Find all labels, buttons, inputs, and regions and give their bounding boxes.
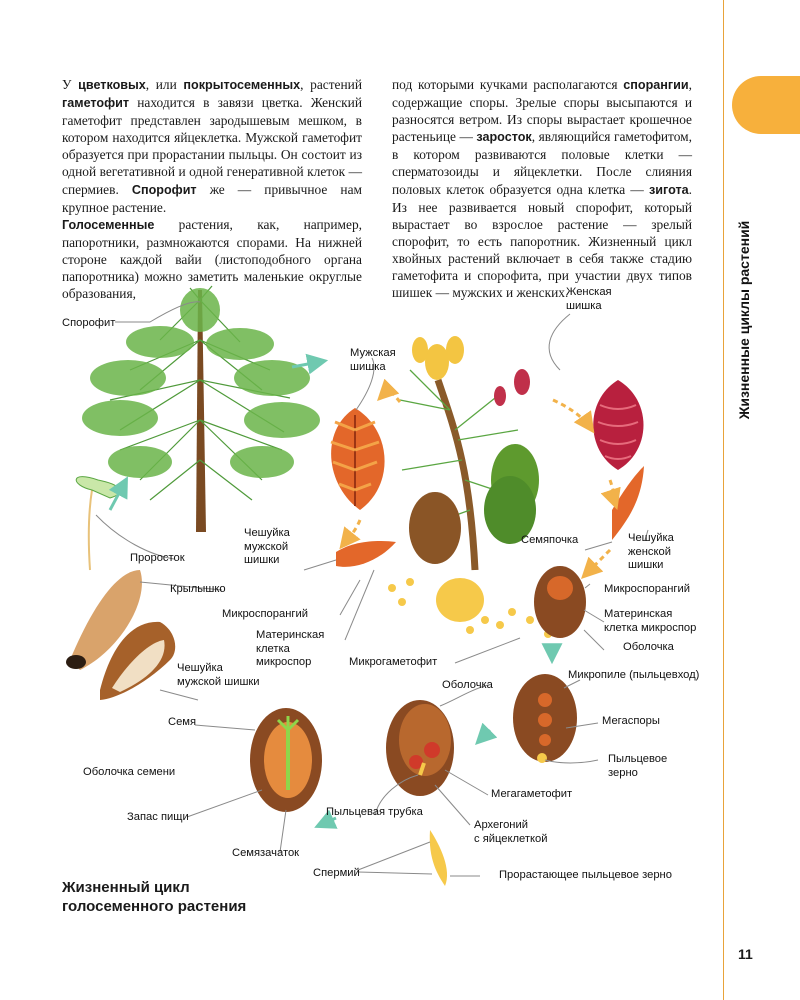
label-germinating-pollen: Прорастающее пыльцевое зерно xyxy=(499,869,672,881)
label-sperm: Спермий xyxy=(313,867,360,879)
label-male-cone: Мужская шишка xyxy=(350,347,396,373)
text-run: , или xyxy=(145,77,184,92)
bold-term: Голосеменные xyxy=(62,217,155,232)
bold-term: цветковых xyxy=(78,78,146,92)
label-female-scale: Чешуйка женской шишки xyxy=(628,532,674,571)
label-food-reserve: Запас пищи xyxy=(127,811,189,823)
label-seed-coat: Оболочка семени xyxy=(83,766,176,778)
text-column-right xyxy=(392,76,692,301)
bold-term: спорангии xyxy=(623,78,689,92)
paragraph xyxy=(62,76,362,216)
label-megaspores: Мегаспоры xyxy=(602,715,660,727)
seed-with-embryo xyxy=(250,708,322,812)
ovule-microsporangium xyxy=(534,566,586,638)
text-run: же — привычное нам крупное растение. xyxy=(62,181,362,215)
label-microspore-mother-left: Материнская клетка микроспор xyxy=(256,629,325,668)
text-run: под которыми кучками располагаются xyxy=(392,77,624,92)
text-run: . Из нее развивается новый спорофит, который вырастает во взрослое растение — зрелый спорофит, то есть папоротник. Жизненный цикл хвойных растений включает в себя также стадию гаметофита и спорофита, при участии двух типов шишек — мужских и женских. xyxy=(392,181,692,301)
label-sporophyte: Спорофит xyxy=(62,317,116,329)
label-pollen-tube: Пыльцевая трубка xyxy=(326,806,423,818)
label-microgametophyte: Микрогаметофит xyxy=(349,656,438,668)
text-run: находится в завязи цветка. Женский гаметофит представлен зародышевым мешком, в котором находится яйцеклетка. Мужской гаметофит образуется при прорастании пыльцы. Он состоит из одной вегетативной и одной генеративной клеток — спермиев. xyxy=(62,95,362,197)
text-column-left xyxy=(62,76,362,302)
text-run: , растений xyxy=(300,77,362,92)
bold-term: заросток xyxy=(476,130,532,145)
label-archegonium: Архегоний с яйцеклеткой xyxy=(474,819,548,845)
text-run: , являющийся гаметофитом, в котором развиваются половые клетки — сперматозоиды и яйцеклетки. После слияния половых клеток образуется одна клетка — xyxy=(392,129,692,197)
label-microspore-mother-right: Материнская клетка микроспор xyxy=(604,608,697,634)
label-seed: Семя xyxy=(168,716,197,728)
label-ovule: Семяпочка xyxy=(521,534,579,546)
text-run: У xyxy=(62,77,79,92)
label-male-scale: Чешуйка мужской шишки xyxy=(244,527,290,566)
ovule-megaspores xyxy=(513,674,577,763)
label-integument-right: Оболочка xyxy=(623,641,674,653)
paragraph xyxy=(392,76,692,301)
label-seedling: Проросток xyxy=(130,552,185,564)
germinating-pollen-grain xyxy=(430,830,447,886)
label-microsporangium-left: Микроспорангий xyxy=(222,608,308,620)
diagram-caption: Жизненный цикл голосеменного растения xyxy=(62,879,247,915)
label-micropyle: Микропиле (пыльцевход) xyxy=(568,669,700,681)
text-run: растения, как, например, папоротники, размножаются спорами. На нижней стороне каждой вайи (листоподобного органа папоротника) можно заметить маленькие округлые образования, xyxy=(62,216,362,302)
winged-seed xyxy=(66,570,175,700)
label-male-scale-seed: Чешуйка мужской шишки xyxy=(177,662,260,688)
label-megagametophyte: Мегагаметофит xyxy=(491,788,573,800)
life-cycle-diagram xyxy=(0,270,800,960)
female-scale xyxy=(612,466,644,540)
ovule-megagametophyte xyxy=(386,700,454,796)
bold-term: зигота xyxy=(649,182,689,197)
label-female-cone: Женская шишка xyxy=(566,286,612,312)
male-scale xyxy=(336,541,396,567)
seedling xyxy=(76,477,120,570)
label-wing: Крылышко xyxy=(170,583,226,595)
page-number: 11 xyxy=(738,946,753,962)
label-microsporangium-right: Микроспорангий xyxy=(604,583,690,595)
bold-term: Спорофит xyxy=(131,182,197,197)
bold-term: гаметофит xyxy=(62,96,130,111)
label-integument-mid: Оболочка xyxy=(442,679,493,691)
label-pollen-grain: Пыльцевое зерно xyxy=(608,753,668,779)
label-embryo: Семязачаток xyxy=(232,847,300,859)
chapter-side-title: Жизненные циклы растений xyxy=(736,220,752,420)
text-run: , содержащие споры. Зрелые споры высыпаются и разносятся ветром. Из споры вырастает крошечное растеньице — xyxy=(392,77,692,145)
female-cone xyxy=(593,380,643,470)
chapter-tab xyxy=(732,76,800,134)
pollen-grains xyxy=(388,578,552,638)
bold-term: покрытосеменных xyxy=(183,78,301,92)
pine-branch-with-cones xyxy=(400,336,539,570)
male-cone xyxy=(331,408,385,510)
